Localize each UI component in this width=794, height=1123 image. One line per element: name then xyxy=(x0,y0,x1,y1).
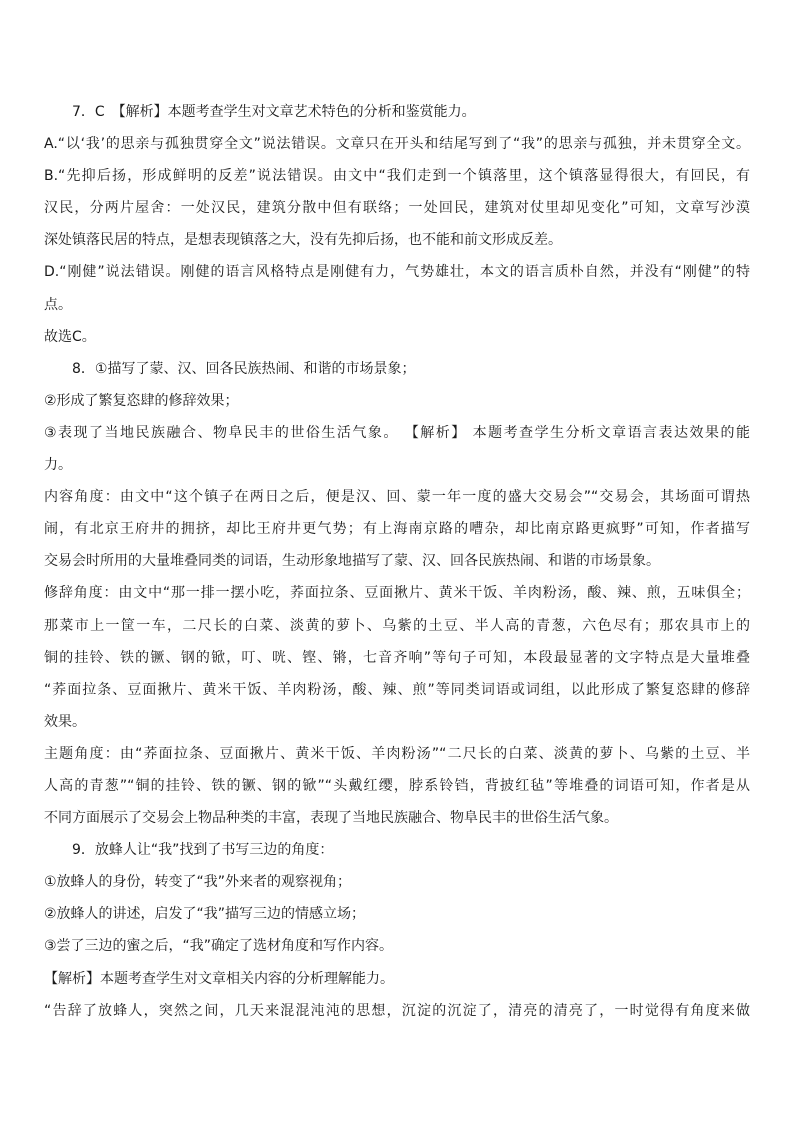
text-line: 闹，有北京王府井的拥挤，却比王府井更气势；有上海南京路的嘈杂，却比南京路更疯野”可知，作者描写 xyxy=(44,521,750,538)
document-page xyxy=(44,96,750,1027)
text-line: ②放蜂人的讲述，启发了“我”描写三边的情感立场； xyxy=(44,906,366,923)
text-line: 修辞角度：由文中“那一排一摆小吃，荞面拉条、豆面揪片、黄米干饭、羊肉粉汤，酸、辣、煎，五味俱全； xyxy=(44,585,750,602)
text-line: “告辞了放蜂人，突然之间，几天来混混沌沌的思想，沉淀的沉淀了，清亮的清亮了，一时觉得有角度来做 xyxy=(44,1002,750,1019)
text-line: 那菜市上一筐一车，二尺长的白菜、淡黄的萝卜、乌紫的土豆、半人高的青葱，六色尽有；那农具市上的 xyxy=(44,617,750,634)
text-line: ③尝了三边的蜜之后，“我”确定了选材角度和写作内容。 xyxy=(44,938,394,955)
text-line: ②形成了繁复恣肆的修辞效果； xyxy=(44,392,239,409)
text-line: 汉民，分两片屋舍：一处汉民，建筑分散中但有联络；一处回民，建筑对仗里却见变化”可知，文章写沙漠 xyxy=(44,200,750,217)
text-line: 主题角度：由“荞面拉条、豆面揪片、黄米干饭、羊肉粉汤”“二尺长的白菜、淡黄的萝卜、乌紫的土豆、半 xyxy=(44,745,750,762)
text-line: ③表现了当地民族融合、物阜民丰的世俗生活气象。 【解析】 本题考查学生分析文章语言表达效果的能 xyxy=(44,424,750,441)
text-line: 【解析】本题考查学生对文章相关内容的分析理解能力。 xyxy=(44,970,394,987)
text-line: 交易会时所用的大量堆叠同类的词语，生动形象地描写了蒙、汉、回各民族热闹、和谐的市场景象。 xyxy=(44,553,660,570)
text-line: “荞面拉条、豆面揪片、黄米干饭、羊肉粉汤，酸、辣、煎”等同类词语或词组，以此形成了繁复恣肆的修辞 xyxy=(44,681,750,698)
text-line: 7．C 【解析】本题考查学生对文章艺术特色的分析和鉴赏能力。 xyxy=(72,104,476,120)
text-line: 深处镇落民居的特点，是想表现镇落之大，没有先抑后扬，也不能和前文形成反差。 xyxy=(44,232,562,249)
text-line: ①放蜂人的身份，转变了“我”外来者的观察视角； xyxy=(44,874,352,891)
text-line: 内容角度：由文中“这个镇子在两日之后，便是汉、回、蒙一年一度的盛大交易会”“交易会，其场面可谓热 xyxy=(44,489,750,506)
text-line: 8．①描写了蒙、汉、回各民族热闹、和谐的市场景象； xyxy=(72,360,416,377)
text-line: 人高的青葱”“铜的挂铃、铁的镢、钢的锨”“头戴红缨，脖系铃铛，背披红毡”等堆叠的词语可知，作者是从 xyxy=(44,777,750,794)
text-line: 不同方面展示了交易会上物品种类的丰富，表现了当地民族融合、物阜民丰的世俗生活气象。 xyxy=(44,810,618,827)
text-line: B.“先抑后扬，形成鲜明的反差”说法错误。由文中“我们走到一个镇落里，这个镇落显得很大，有回民，有 xyxy=(44,168,750,185)
text-line: 9．放蜂人让“我”找到了书写三边的角度： xyxy=(72,842,334,859)
text-line: 故选C。 xyxy=(44,328,96,345)
text-line: 效果。 xyxy=(44,713,86,730)
text-line: A.“以‘我’的思亲与孤独贯穿全文”说法错误。文章只在开头和结尾写到了“我”的思亲与孤独，并未贯穿全文。 xyxy=(44,136,750,153)
text-line: D.“刚健”说法错误。刚健的语言风格特点是刚健有力，气势雄壮，本文的语言质朴自然，并没有“刚健”的特 xyxy=(44,264,750,281)
text-line: 点。 xyxy=(44,296,72,313)
text-line: 铜的挂铃、铁的镢、钢的锨，叮、咣、铿、锵，七音齐响”等句子可知，本段最显著的文字特点是大量堆叠 xyxy=(44,649,750,666)
text-line: 力。 xyxy=(44,457,72,474)
